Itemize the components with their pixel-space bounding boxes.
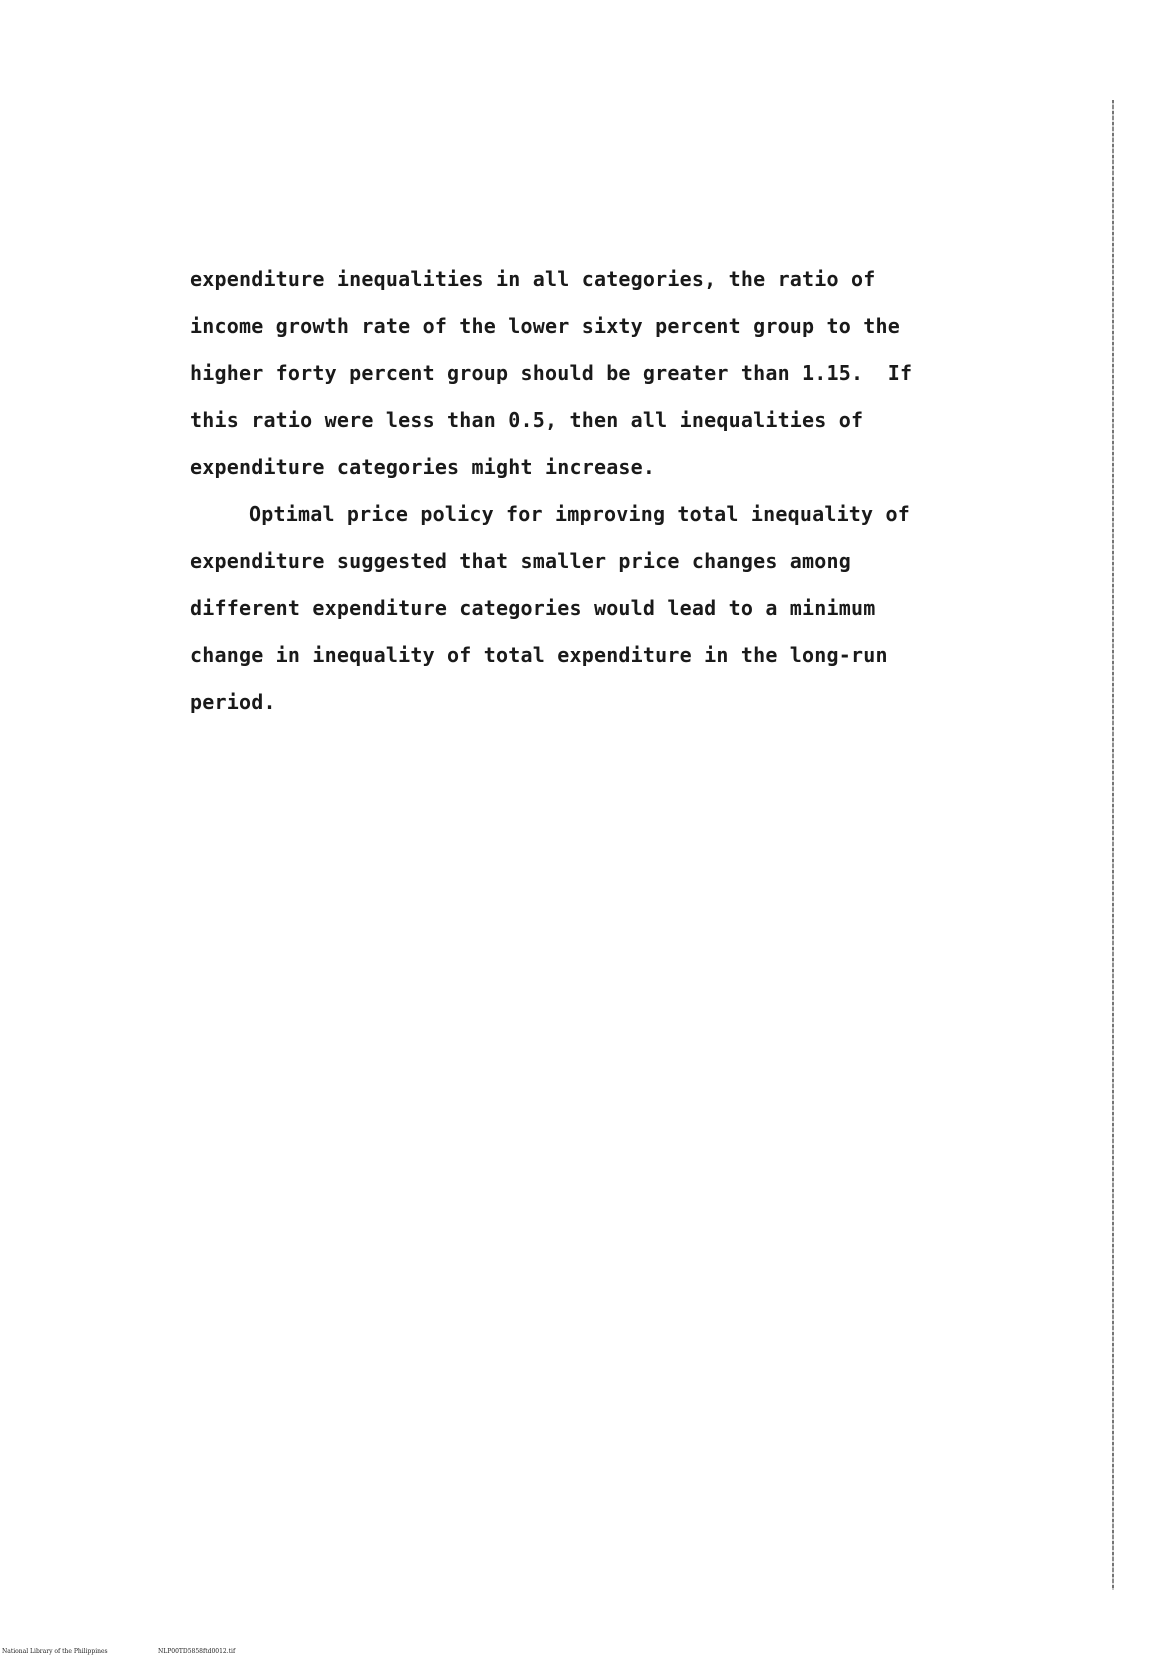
text-line: different expenditure categories would lead to a minimum <box>190 596 876 620</box>
body-text <box>190 256 913 726</box>
text-line: expenditure inequalities in all categories, the ratio of <box>190 267 876 291</box>
paragraph-1 <box>190 256 913 491</box>
paragraph-2 <box>190 491 910 726</box>
footer-library: National Library of the Philippines <box>2 1648 108 1655</box>
text-line: income growth rate of the lower sixty percent group to the <box>190 314 900 338</box>
text-line: change in inequality of total expenditure in the long-run <box>190 643 888 667</box>
text-line: this ratio were less than 0.5, then all inequalities of <box>190 408 864 432</box>
scan-edge-artifact <box>1112 100 1114 1590</box>
footer-filename: NLP00TD5858ftd0012.tif <box>158 1648 236 1655</box>
text-line: higher forty percent group should be greater than 1.15. If <box>190 361 913 385</box>
text-line: expenditure suggested that smaller price changes among <box>190 549 852 573</box>
text-line: expenditure categories might increase. <box>190 455 656 479</box>
text-line-indented: Optimal price policy for improving total inequality of <box>249 502 911 526</box>
text-line: period. <box>190 690 276 714</box>
